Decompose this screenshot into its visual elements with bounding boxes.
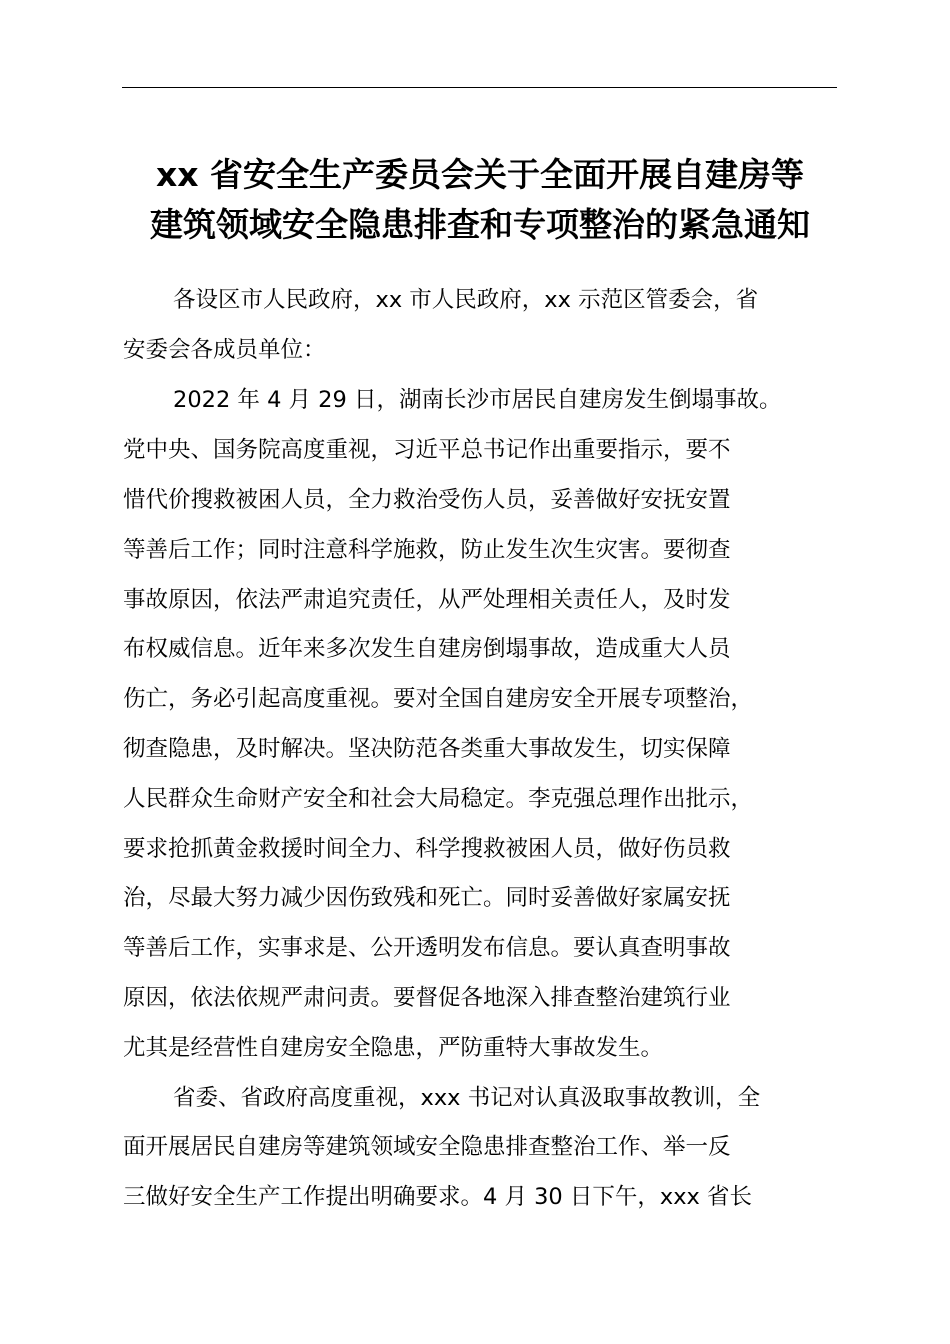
body-line: 等善后工作；同时注意科学施救，防止发生次生灾害。要彻查 [123,537,731,563]
body-line: 2022 年 4 月 29 日，湖南长沙市居民自建房发生倒塌事故。 [173,387,782,413]
body-line: 人民群众生命财产安全和社会大局稳定。李克强总理作出批示， [123,786,754,812]
body-line: 治，尽最大努力减少因伤致残和死亡。同时妥善做好家属安抚 [123,885,731,911]
document-title [100,150,860,250]
body-line: 等善后工作，实事求是、公开透明发布信息。要认真查明事故 [123,935,731,961]
body-line: 各设区市人民政府，xx 市人民政府，xx 示范区管委会，省 [173,287,759,313]
header-rule [122,87,837,88]
body-line: 布权威信息。近年来多次发生自建房倒塌事故，造成重大人员 [123,636,731,662]
body-line: 原因，依法依规严肃问责。要督促各地深入排查整治建筑行业 [123,985,731,1011]
body-line: 安委会各成员单位： [123,337,326,363]
title-line-2: 建筑领域安全隐患排查和专项整治的紧急通知 [150,205,810,244]
body-line: 彻查隐患，及时解决。坚决防范各类重大事故发生，切实保障 [123,736,731,762]
body-line: 面开展居民自建房等建筑领域安全隐患排查整治工作、举一反 [123,1134,731,1160]
body-line: 要求抢抓黄金救援时间全力、科学搜救被困人员，做好伤员救 [123,836,731,862]
body-line: 事故原因，依法严肃追究责任，从严处理相关责任人，及时发 [123,587,731,613]
body-line: 伤亡，务必引起高度重视。要对全国自建房安全开展专项整治， [123,686,754,712]
body-line: 惜代价搜救被困人员，全力救治受伤人员，妥善做好安抚安置 [123,487,731,513]
body-line: 党中央、国务院高度重视，习近平总书记作出重要指示，要不 [123,437,731,463]
body-line: 尤其是经营性自建房安全隐患，严防重特大事故发生。 [123,1035,664,1061]
body-line: 三做好安全生产工作提出明确要求。4 月 30 日下午，xxx 省长 [123,1184,753,1210]
body-line: 省委、省政府高度重视，xxx 书记对认真汲取事故教训，全 [173,1085,761,1111]
title-line-1: xx 省安全生产委员会关于全面开展自建房等 [155,155,805,194]
